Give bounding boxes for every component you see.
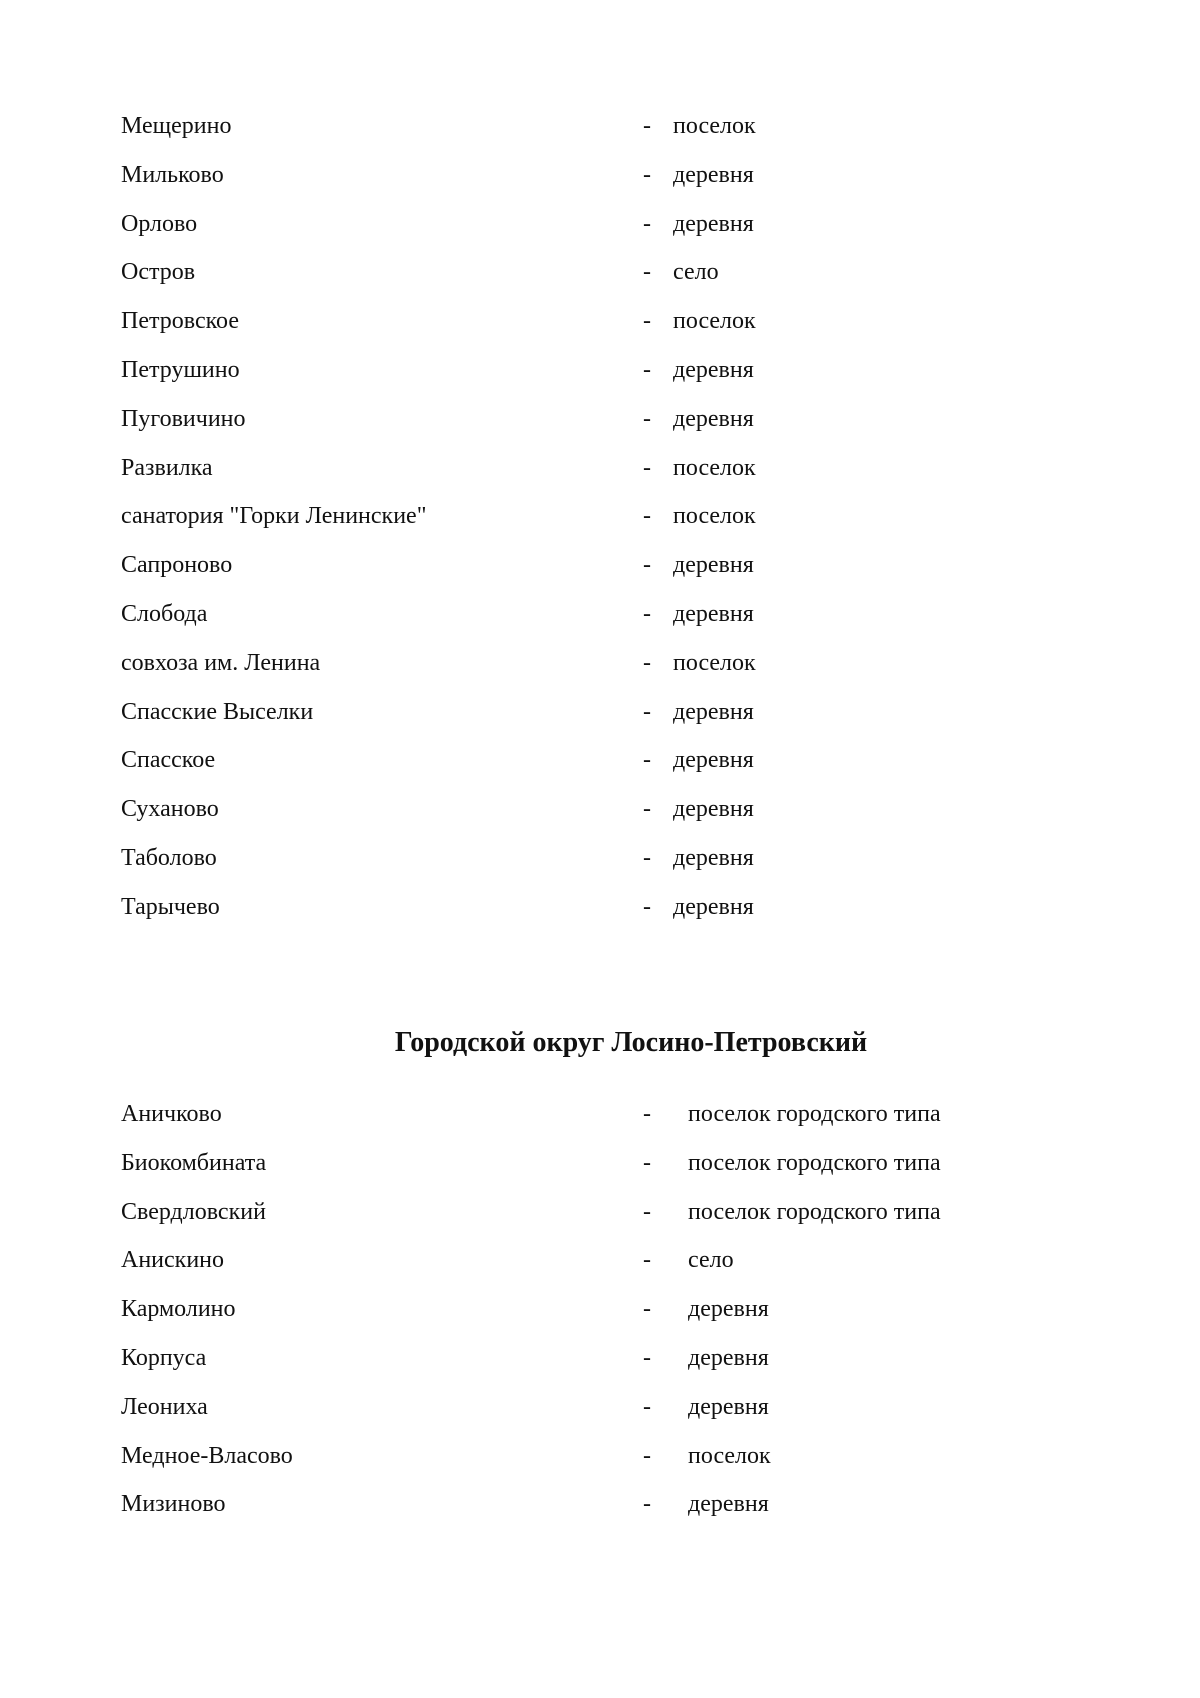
dash-separator: - — [643, 1247, 651, 1274]
dash-separator: - — [643, 844, 651, 871]
settlement-type: поселок — [673, 308, 756, 335]
settlement-type: поселок — [673, 503, 756, 530]
dash-separator: - — [643, 698, 651, 725]
settlement-name: Слобода — [121, 600, 208, 627]
settlement-type: деревня — [673, 210, 754, 237]
dash-separator: - — [643, 308, 651, 335]
settlement-name: Петровское — [121, 308, 239, 335]
dash-separator: - — [643, 503, 651, 530]
settlement-type: деревня — [673, 405, 754, 432]
settlement-name: санатория "Горки Ленинские" — [121, 503, 427, 530]
settlement-name: Спасские Выселки — [121, 698, 314, 725]
settlement-type: деревня — [688, 1491, 769, 1518]
settlement-name: Кармолино — [121, 1296, 236, 1323]
settlement-type: поселок — [673, 454, 756, 481]
list-row — [0, 795, 1200, 844]
list-row — [0, 844, 1200, 893]
settlement-type: деревня — [673, 893, 754, 920]
list-row — [0, 210, 1200, 259]
list-row — [0, 1246, 1200, 1295]
dash-separator: - — [643, 161, 651, 188]
list-row — [0, 1344, 1200, 1393]
settlement-name: Мещерино — [121, 113, 232, 139]
list-row — [0, 1490, 1200, 1539]
list-row — [0, 600, 1200, 649]
dash-separator: - — [643, 796, 651, 823]
list-row — [0, 258, 1200, 307]
dash-separator: - — [643, 1296, 651, 1323]
dash-separator: - — [643, 405, 651, 432]
settlement-type: деревня — [673, 747, 754, 774]
list-row — [0, 1295, 1200, 1344]
dash-separator: - — [643, 259, 651, 286]
settlement-name: Орлово — [121, 210, 198, 237]
settlement-type: село — [673, 259, 719, 286]
settlement-name: Петрушино — [121, 356, 240, 383]
list-row — [0, 405, 1200, 454]
dash-separator: - — [643, 356, 651, 383]
dash-separator: - — [643, 113, 651, 139]
list-row — [0, 454, 1200, 503]
settlement-type: поселок — [673, 113, 756, 139]
dash-separator: - — [643, 1442, 651, 1469]
list-row — [0, 551, 1200, 600]
settlement-type: деревня — [673, 698, 754, 725]
settlement-type: деревня — [688, 1344, 769, 1371]
settlement-type: деревня — [673, 356, 754, 383]
list-row — [0, 698, 1200, 747]
settlement-type: деревня — [673, 552, 754, 579]
settlement-name: Корпуса — [121, 1344, 207, 1371]
list-row — [0, 893, 1200, 942]
settlement-type: поселок городского типа — [688, 1198, 941, 1225]
settlement-name: Сапроново — [121, 552, 233, 579]
dash-separator: - — [643, 1393, 651, 1420]
dash-separator: - — [643, 649, 651, 676]
dash-separator: - — [643, 454, 651, 481]
settlement-type: деревня — [673, 161, 754, 188]
list-row — [0, 1442, 1200, 1491]
settlement-type: деревня — [673, 600, 754, 627]
settlement-type: деревня — [688, 1296, 769, 1323]
dash-separator: - — [643, 1198, 651, 1225]
settlement-name: Остров — [121, 259, 196, 286]
list-row — [0, 161, 1200, 210]
settlement-type: поселок — [673, 649, 756, 676]
settlement-type: поселок — [688, 1442, 771, 1469]
settlement-name: Леониха — [121, 1393, 208, 1420]
settlement-name: Суханово — [121, 796, 219, 823]
settlement-name: Медное-Власово — [121, 1442, 293, 1469]
list-row — [0, 112, 1200, 161]
list-row — [0, 1100, 1200, 1149]
settlement-name: Свердловский — [121, 1198, 266, 1225]
settlement-name: Аничково — [121, 1101, 222, 1127]
settlement-type: поселок городского типа — [688, 1101, 941, 1127]
settlement-name: Биокомбината — [121, 1149, 267, 1176]
dash-separator: - — [643, 210, 651, 237]
list-row — [0, 649, 1200, 698]
dash-separator: - — [643, 552, 651, 579]
dash-separator: - — [643, 1101, 651, 1127]
settlement-list-2 — [0, 1100, 1200, 1539]
list-row — [0, 1149, 1200, 1198]
settlement-name: Мизиново — [121, 1491, 226, 1518]
section-heading: Городской округ Лосино-Петровский — [394, 1027, 868, 1058]
dash-separator: - — [643, 600, 651, 627]
settlement-name: Тарычево — [121, 893, 220, 920]
dash-separator: - — [643, 893, 651, 920]
settlement-name: совхоза им. Ленина — [121, 649, 321, 676]
dash-separator: - — [643, 1149, 651, 1176]
settlement-type: село — [688, 1247, 734, 1274]
settlement-type: деревня — [688, 1393, 769, 1420]
settlement-name: Анискино — [121, 1247, 225, 1274]
dash-separator: - — [643, 747, 651, 774]
list-row — [0, 502, 1200, 551]
settlement-type: деревня — [673, 796, 754, 823]
settlement-type: поселок городского типа — [688, 1149, 941, 1176]
list-row — [0, 1198, 1200, 1247]
list-row — [0, 746, 1200, 795]
list-row — [0, 1393, 1200, 1442]
settlement-type: деревня — [673, 844, 754, 871]
settlement-name: Развилка — [121, 454, 213, 481]
settlement-list-1 — [0, 112, 1200, 942]
list-row — [0, 356, 1200, 405]
settlement-name: Спасское — [121, 747, 216, 774]
settlement-name: Мильково — [121, 161, 224, 188]
dash-separator: - — [643, 1491, 651, 1518]
settlement-name: Пуговичино — [121, 405, 246, 432]
dash-separator: - — [643, 1344, 651, 1371]
settlement-name: Таболово — [121, 844, 217, 871]
list-row — [0, 307, 1200, 356]
